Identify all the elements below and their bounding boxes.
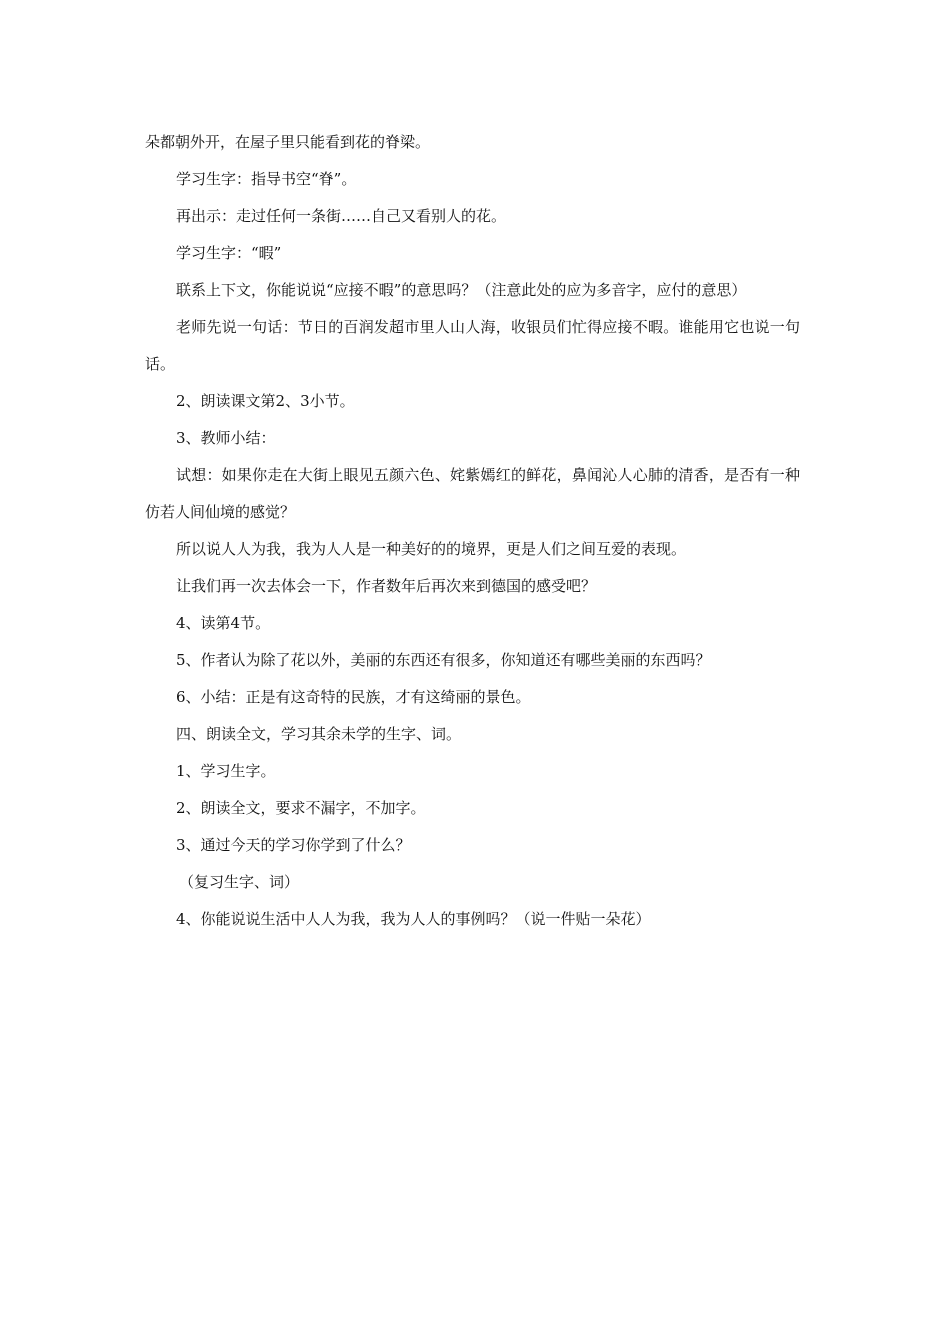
document-body — [145, 124, 800, 938]
paragraph: 再出示：走过任何一条街……自己又看别人的花。 — [176, 207, 507, 225]
paragraph: 5、作者认为除了花以外，美丽的东西还有很多，你知道还有哪些美丽的东西吗？ — [176, 651, 711, 669]
paragraph: 老师先说一句话：节日的百润发超市里人山人海，收银员们忙得应接不暇。谁能用它也说一句话。 — [145, 318, 800, 373]
paragraph: 1、学习生字。 — [176, 762, 276, 780]
paragraph: 四、朗读全文，学习其余未学的生字、词。 — [176, 725, 462, 743]
paragraph: 联系上下文，你能说说“应接不暇”的意思吗？（注意此处的应为多音字，应付的意思） — [176, 281, 747, 299]
paragraph: 3、通过今天的学习你学到了什么？ — [176, 836, 411, 854]
paragraph: 学习生字：“暇” — [176, 244, 282, 262]
paragraph: 所以说人人为我，我为人人是一种美好的的境界，更是人们之间互爱的表现。 — [176, 540, 687, 558]
paragraph: 学习生字：指导书空“脊”。 — [176, 170, 357, 188]
paragraph: 3、教师小结： — [176, 429, 276, 447]
paragraph: 朵都朝外开，在屋子里只能看到花的脊梁。 — [145, 133, 431, 151]
paragraph: 4、你能说说生活中人人为我，我为人人的事例吗？（说一件贴一朵花） — [176, 910, 651, 928]
paragraph: 4、读第4节。 — [176, 614, 271, 632]
paragraph: 2、朗读全文，要求不漏字，不加字。 — [176, 799, 426, 817]
paragraph: （复习生字、词） — [179, 873, 300, 891]
paragraph: 试想：如果你走在大街上眼见五颜六色、姹紫嫣红的鲜花，鼻闻沁人心肺的清香，是否有一种仿若人间仙境的感觉？ — [145, 466, 800, 521]
paragraph: 6、小结：正是有这奇特的民族，才有这绮丽的景色。 — [176, 688, 531, 706]
paragraph: 2、朗读课文第2、3小节。 — [176, 392, 355, 410]
paragraph: 让我们再一次去体会一下，作者数年后再次来到德国的感受吧？ — [176, 577, 597, 595]
